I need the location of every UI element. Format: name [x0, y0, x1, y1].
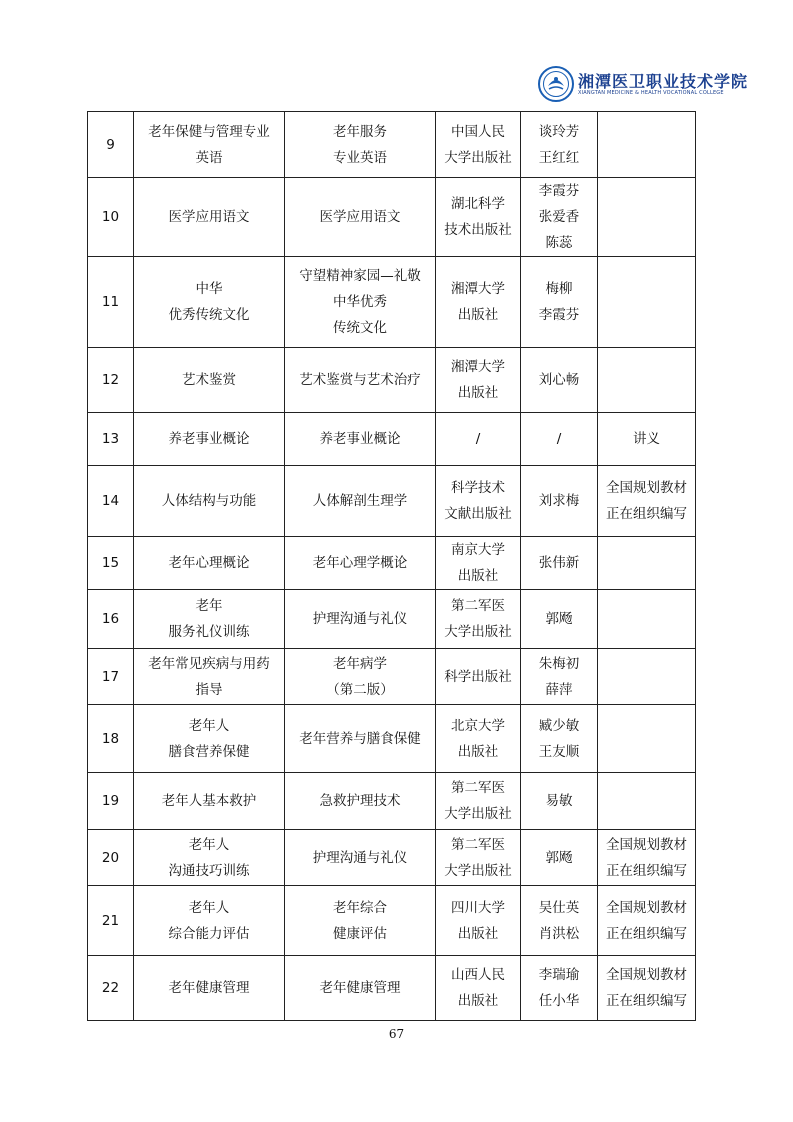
course-name-cell [134, 705, 285, 773]
textbook-title-cell [285, 956, 436, 1021]
cell-line: 医学应用语文 [319, 209, 401, 225]
cell-line: 正在组织编写 [606, 506, 687, 522]
cell-line: 老年人 [188, 717, 230, 734]
cell-line: 传统文化 [333, 320, 387, 336]
publisher-cell [436, 773, 521, 830]
cell-line: 老年心理概论 [168, 555, 250, 571]
cell-text: 9 [106, 136, 115, 153]
textbook-title-cell [285, 830, 436, 886]
course-name-cell [134, 112, 285, 178]
textbook-title-cell [285, 537, 436, 590]
table-row [88, 112, 696, 178]
cell-line: 艺术鉴赏 [182, 372, 236, 388]
course-name-cell [134, 886, 285, 956]
row-number-cell [88, 830, 134, 886]
cell-line: 朱梅初 [538, 655, 580, 672]
cell-line: 谈玲芳 [538, 123, 580, 140]
author-cell [521, 956, 598, 1021]
row-number-cell [88, 956, 134, 1021]
row-number-cell [88, 649, 134, 705]
cell-line: 中华 [195, 281, 223, 297]
cell-text: 16 [101, 611, 120, 627]
cell-text: 17 [101, 668, 120, 685]
row-number-cell [88, 537, 134, 590]
cell-line: 臧少敏 [538, 717, 580, 734]
cell-line: 郭飏 [545, 849, 573, 866]
cell-line: 北京大学 [451, 717, 505, 734]
cell-line: 老年 [195, 598, 223, 614]
cell-line: 大学出版社 [444, 806, 512, 822]
cell-line: 优秀传统文化 [168, 307, 250, 323]
note-cell [598, 773, 696, 830]
author-cell [521, 649, 598, 705]
cell-line: 科学出版社 [444, 668, 512, 685]
cell-line: 专业英语 [333, 149, 387, 166]
cell-line: 老年病学 [333, 655, 387, 672]
cell-line: 张爱香 [538, 209, 580, 225]
table-row [88, 348, 696, 413]
cell-line: 刘求梅 [538, 493, 580, 509]
cell-line: / [475, 431, 481, 447]
course-name-cell [134, 830, 285, 886]
row-number-cell [88, 257, 134, 348]
row-number-cell [88, 705, 134, 773]
publisher-cell [436, 348, 521, 413]
row-number-cell [88, 466, 134, 537]
row-number-cell [88, 590, 134, 649]
course-name-cell [134, 537, 285, 590]
cell-line: 技术出版社 [444, 222, 512, 238]
cell-line: 中国人民 [451, 123, 505, 140]
note-cell [598, 590, 696, 649]
cell-line: 正在组织编写 [606, 993, 687, 1009]
table-row [88, 705, 696, 773]
cell-line: 老年综合 [333, 899, 387, 916]
textbook-title-cell [285, 649, 436, 705]
publisher-cell [436, 830, 521, 886]
cell-line: 郭飏 [545, 611, 573, 627]
textbook-title-cell [285, 257, 436, 348]
cell-line: 全国规划教材 [606, 899, 687, 916]
logo-english-name: XIANGTAN MEDICINE & HEALTH VOCATIONAL COLLEGE [578, 90, 724, 96]
cell-line: （第二版） [326, 681, 394, 698]
cell-line: 全国规划教材 [606, 480, 687, 496]
publisher-cell [436, 886, 521, 956]
cell-line: 正在组织编写 [606, 925, 687, 942]
cell-line: 英语 [195, 149, 223, 166]
textbook-table [87, 111, 696, 1021]
cell-line: / [556, 431, 562, 447]
row-number-cell [88, 886, 134, 956]
cell-text: 15 [101, 555, 120, 571]
cell-line: 老年常见疾病与用药 [148, 655, 270, 672]
course-name-cell [134, 413, 285, 466]
table-row [88, 886, 696, 956]
cell-line: 大学出版社 [444, 149, 512, 166]
cell-text: 10 [101, 209, 120, 225]
textbook-title-cell [285, 112, 436, 178]
textbook-title-cell [285, 705, 436, 773]
cell-line: 老年人 [188, 836, 230, 853]
cell-line: 老年人 [188, 899, 230, 916]
college-logo [538, 66, 749, 106]
textbook-title-cell [285, 413, 436, 466]
author-cell [521, 537, 598, 590]
note-cell [598, 705, 696, 773]
table-row [88, 178, 696, 257]
cell-line: 第二军医 [451, 598, 505, 614]
cell-line: 第二军医 [451, 836, 505, 853]
table-row [88, 773, 696, 830]
author-cell [521, 773, 598, 830]
note-cell [598, 413, 696, 466]
note-cell [598, 257, 696, 348]
cell-line: 湖北科学 [451, 196, 505, 212]
publisher-cell [436, 112, 521, 178]
cell-line: 李霞芬 [538, 307, 580, 323]
cell-line: 老年健康管理 [168, 980, 250, 996]
cell-text: 14 [101, 493, 120, 509]
textbook-title-cell [285, 178, 436, 257]
author-cell [521, 112, 598, 178]
cell-line: 人体解剖生理学 [312, 493, 408, 509]
cell-line: 吴仕英 [538, 899, 580, 916]
cell-line: 四川大学 [451, 899, 505, 916]
cell-text: 20 [101, 849, 120, 866]
cell-line: 大学出版社 [444, 624, 512, 640]
cell-line: 科学技术 [451, 480, 505, 496]
cell-line: 服务礼仪训练 [168, 624, 250, 640]
cell-line: 医学应用语文 [168, 209, 250, 225]
cell-line: 正在组织编写 [606, 862, 687, 879]
cell-line: 守望精神家园—礼敬 [299, 268, 421, 284]
cell-line: 养老事业概论 [319, 431, 401, 447]
note-cell [598, 348, 696, 413]
cell-line: 出版社 [457, 568, 499, 584]
textbook-title-cell [285, 773, 436, 830]
cell-text: 12 [101, 372, 120, 388]
author-cell [521, 257, 598, 348]
note-cell [598, 178, 696, 257]
author-cell [521, 830, 598, 886]
cell-line: 老年健康管理 [319, 980, 401, 996]
cell-text: 19 [101, 793, 120, 809]
course-name-cell [134, 590, 285, 649]
author-cell [521, 348, 598, 413]
publisher-cell [436, 705, 521, 773]
cell-line: 出版社 [457, 925, 499, 942]
author-cell [521, 705, 598, 773]
table-row [88, 413, 696, 466]
course-name-cell [134, 649, 285, 705]
publisher-cell [436, 413, 521, 466]
course-name-cell [134, 466, 285, 537]
note-cell [598, 956, 696, 1021]
cell-line: 第二军医 [451, 780, 505, 796]
textbook-title-cell [285, 590, 436, 649]
publisher-cell [436, 590, 521, 649]
table-row [88, 590, 696, 649]
cell-line: 全国规划教材 [606, 967, 687, 983]
cell-line: 湘潭大学 [451, 359, 505, 375]
note-cell [598, 537, 696, 590]
course-name-cell [134, 773, 285, 830]
cell-text: 22 [101, 980, 120, 996]
cell-line: 张伟新 [538, 555, 580, 571]
textbook-title-cell [285, 886, 436, 956]
publisher-cell [436, 649, 521, 705]
cell-line: 老年心理学概论 [312, 555, 408, 571]
cell-line: 老年营养与膳食保健 [299, 730, 421, 747]
cell-line: 中华优秀 [333, 294, 387, 310]
publisher-cell [436, 956, 521, 1021]
cell-line: 护理沟通与礼仪 [312, 611, 408, 627]
cell-line: 膳食营养保健 [168, 743, 250, 760]
note-cell [598, 649, 696, 705]
table-row [88, 956, 696, 1021]
cell-line: 急救护理技术 [319, 793, 401, 809]
cell-text: 11 [101, 294, 120, 310]
note-cell [598, 886, 696, 956]
cell-line: 出版社 [457, 993, 499, 1009]
publisher-cell [436, 466, 521, 537]
author-cell [521, 466, 598, 537]
cell-line: 李瑞瑜 [538, 967, 580, 983]
author-cell [521, 178, 598, 257]
cell-line: 养老事业概论 [168, 431, 250, 447]
row-number-cell [88, 348, 134, 413]
row-number-cell [88, 112, 134, 178]
publisher-cell [436, 537, 521, 590]
row-number-cell [88, 178, 134, 257]
cell-line: 出版社 [457, 385, 499, 401]
row-number-cell [88, 773, 134, 830]
course-name-cell [134, 348, 285, 413]
cell-line: 综合能力评估 [168, 925, 250, 942]
cell-line: 薛萍 [545, 681, 573, 698]
cell-line: 护理沟通与礼仪 [312, 849, 408, 866]
course-name-cell [134, 257, 285, 348]
cell-line: 南京大学 [451, 542, 505, 558]
table-row [88, 649, 696, 705]
cell-line: 全国规划教材 [606, 836, 687, 853]
cell-line: 大学出版社 [444, 862, 512, 879]
cell-line: 易敏 [545, 793, 573, 809]
table-row [88, 466, 696, 537]
row-number-cell [88, 413, 134, 466]
cell-text: 21 [101, 912, 120, 929]
cell-line: 出版社 [457, 307, 499, 323]
college-emblem-icon [538, 66, 574, 102]
course-name-cell [134, 956, 285, 1021]
note-cell [598, 112, 696, 178]
publisher-cell [436, 178, 521, 257]
cell-line: 老年人基本救护 [161, 793, 257, 809]
cell-text: 13 [101, 431, 120, 447]
note-cell [598, 830, 696, 886]
author-cell [521, 590, 598, 649]
cell-line: 老年保健与管理专业 [148, 123, 270, 140]
cell-line: 沟通技巧训练 [168, 862, 250, 879]
cell-line: 王友顺 [538, 743, 580, 760]
cell-line: 出版社 [457, 743, 499, 760]
cell-line: 李霞芬 [538, 183, 580, 199]
author-cell [521, 413, 598, 466]
cell-line: 人体结构与功能 [161, 493, 257, 509]
page-number: 67 [388, 1027, 405, 1041]
cell-line: 肖洪松 [538, 925, 580, 942]
cell-line: 王红红 [538, 149, 580, 166]
table-row [88, 537, 696, 590]
cell-line: 文献出版社 [444, 506, 512, 522]
cell-line: 陈蕊 [545, 235, 573, 251]
cell-line: 湘潭大学 [451, 281, 505, 297]
course-name-cell [134, 178, 285, 257]
cell-line: 山西人民 [451, 967, 505, 983]
table-row [88, 830, 696, 886]
cell-text: 18 [101, 730, 120, 747]
textbook-title-cell [285, 466, 436, 537]
logo-chinese-name: 湘潭医卫职业技术学院 [578, 72, 749, 91]
author-cell [521, 886, 598, 956]
table-row [88, 257, 696, 348]
note-cell [598, 466, 696, 537]
cell-line: 指导 [195, 681, 223, 698]
cell-line: 梅柳 [545, 281, 573, 297]
cell-line: 艺术鉴赏与艺术治疗 [299, 372, 421, 388]
cell-line: 老年服务 [333, 123, 387, 140]
cell-line: 健康评估 [333, 925, 387, 942]
publisher-cell [436, 257, 521, 348]
cell-line: 刘心畅 [538, 372, 580, 388]
cell-line: 任小华 [538, 993, 580, 1009]
cell-line: 讲义 [633, 431, 660, 447]
textbook-title-cell [285, 348, 436, 413]
